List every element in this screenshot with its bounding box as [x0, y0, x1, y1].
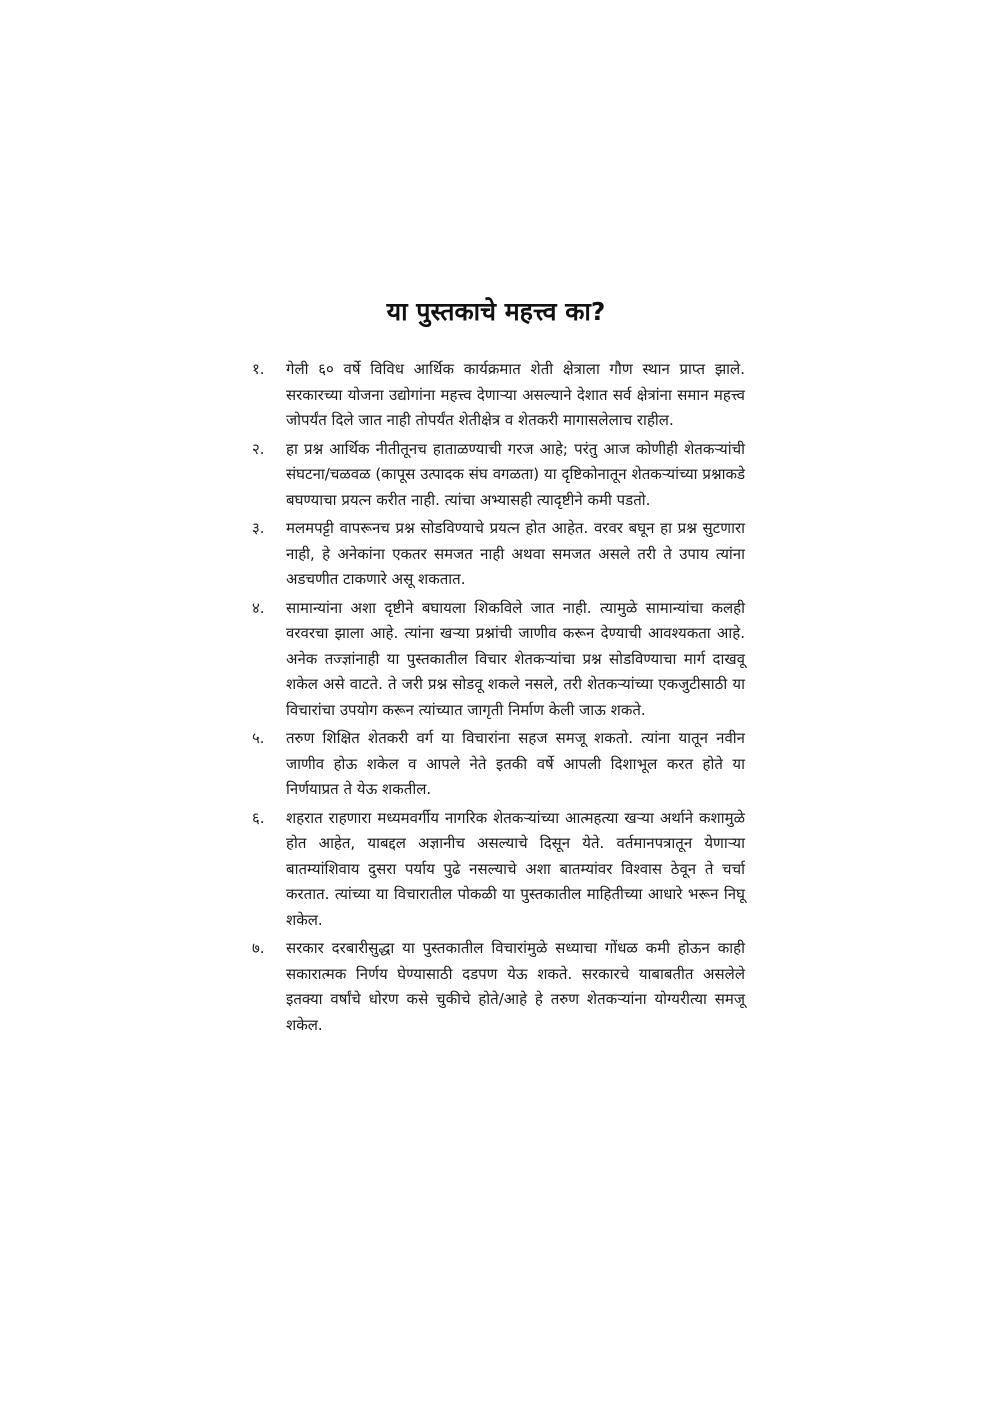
list-item: [252, 596, 745, 724]
item-text: मलमपट्टी वापरूनच प्रश्न सोडविण्याचे प्रयत्न होत आहेत. वरवर बघून हा प्रश्न सुटणारा नाही, हे अनेकांना एकतर समजत नाही अथवा समजत असले तरी ते उपाय त्यांना अडचणीत टाकणारे असू शकतात.: [286, 519, 745, 588]
page-title: या पुस्तकाचे महत्त्व का?: [386, 297, 606, 326]
list-item: [252, 516, 745, 593]
item-text: सामान्यांना अशा दृष्टीने बघायला शिकविले जात नाही. त्यामुळे सामान्यांचा कलही वरवरचा झाला आहे. त्यांना खऱ्या प्रश्नांची जाणीव करून देण्याची आवश्यकता आहे. अनेक तज्ज्ञांनाही या पुस्तकातील विचार शेतकऱ्यांचा प्रश्न सोडविण्याचा मार्ग दाखवू शकेल असे वाटते. ते जरी प्रश्न सोडवू शकले नसले, तरी शेतकऱ्यांच्या एकजुटीसाठी या विचारांचा उपयोग करून त्यांच्यात जागृती निर्माण केली जाऊ शकते.: [286, 598, 745, 719]
item-number: ६.: [252, 808, 265, 827]
item-number: ५.: [252, 729, 265, 747]
item-number: १.: [252, 360, 265, 378]
item-text: गेली ६० वर्षे विविध आर्थिक कार्यक्रमात शेती क्षेत्राला गौण स्थान प्राप्त झाले. सरकारच्या योजना उद्योगांना महत्त्व देणाऱ्या असल्याने देशात सर्व क्षेत्रांना समान महत्त्व जोपर्यंत दिले जात नाही तोपर्यंत शेतीक्षेत्र व शेतकरी मागासलेलाच राहील.: [286, 360, 745, 429]
item-text: हा प्रश्न आर्थिक नीतीतूनच हाताळण्याची गरज आहे; परंतु आज कोणीही शेतकऱ्यांची संघटना/चळवळ (कापूस उत्पादक संघ वगळता) या दृष्टिकोनातून शेतकऱ्यांच्या प्रश्नाकडे बघण्याचा प्रयत्न करीत नाही. त्यांचा अभ्यासही त्यादृष्टीने कमी पडतो.: [286, 439, 745, 509]
list-item: [252, 936, 745, 1038]
list-item: [252, 437, 745, 514]
item-number: ४.: [252, 598, 265, 617]
item-text: शहरात राहणारा मध्यमवर्गीय नागरिक शेतकऱ्यांच्या आत्महत्या खऱ्या अर्थाने कशामुळे होत आहेत, याबद्दल अज्ञानीच असल्याचे दिसून येते. वर्तमानपत्रातून येणाऱ्या बातम्यांशिवाय दुसरा पर्याय पुढे नसल्याचे अशा बातम्यांवर विश्वास ठेवून ते चर्चा करतात. त्यांच्या या विचारातील पोकळी या पुस्तकातील माहितीच्या आधारे भरून निघू शकेल.: [286, 808, 745, 929]
item-number: २.: [252, 439, 265, 458]
item-number: ७.: [252, 939, 265, 957]
item-number: ३.: [252, 519, 265, 537]
list-item: [252, 357, 745, 434]
item-text: तरुण शिक्षित शेतकरी वर्ग या विचारांना सहज समजू शकतो. त्यांना यातून नवीन जाणीव होऊ शकेल व आपले नेते इतकी वर्षे आपली दिशाभूल करत होते या निर्णयाप्रत ते येऊ शकतील.: [286, 729, 745, 798]
list-item: [252, 806, 745, 934]
list-item: [252, 726, 745, 803]
item-text: सरकार दरबारीसुद्धा या पुस्तकातील विचारांमुळे सध्याचा गोंधळ कमी होऊन काही सकारात्मक निर्णय घेण्यासाठी दडपण येऊ शकते. सरकारचे याबाबतीत असलेले इतक्या वर्षांचे धोरण कसे चुकीचे होते/आहे हे तरुण शेतकऱ्यांना योग्यरीत्या समजू शकेल.: [286, 939, 745, 1034]
points-list: [252, 357, 745, 1041]
